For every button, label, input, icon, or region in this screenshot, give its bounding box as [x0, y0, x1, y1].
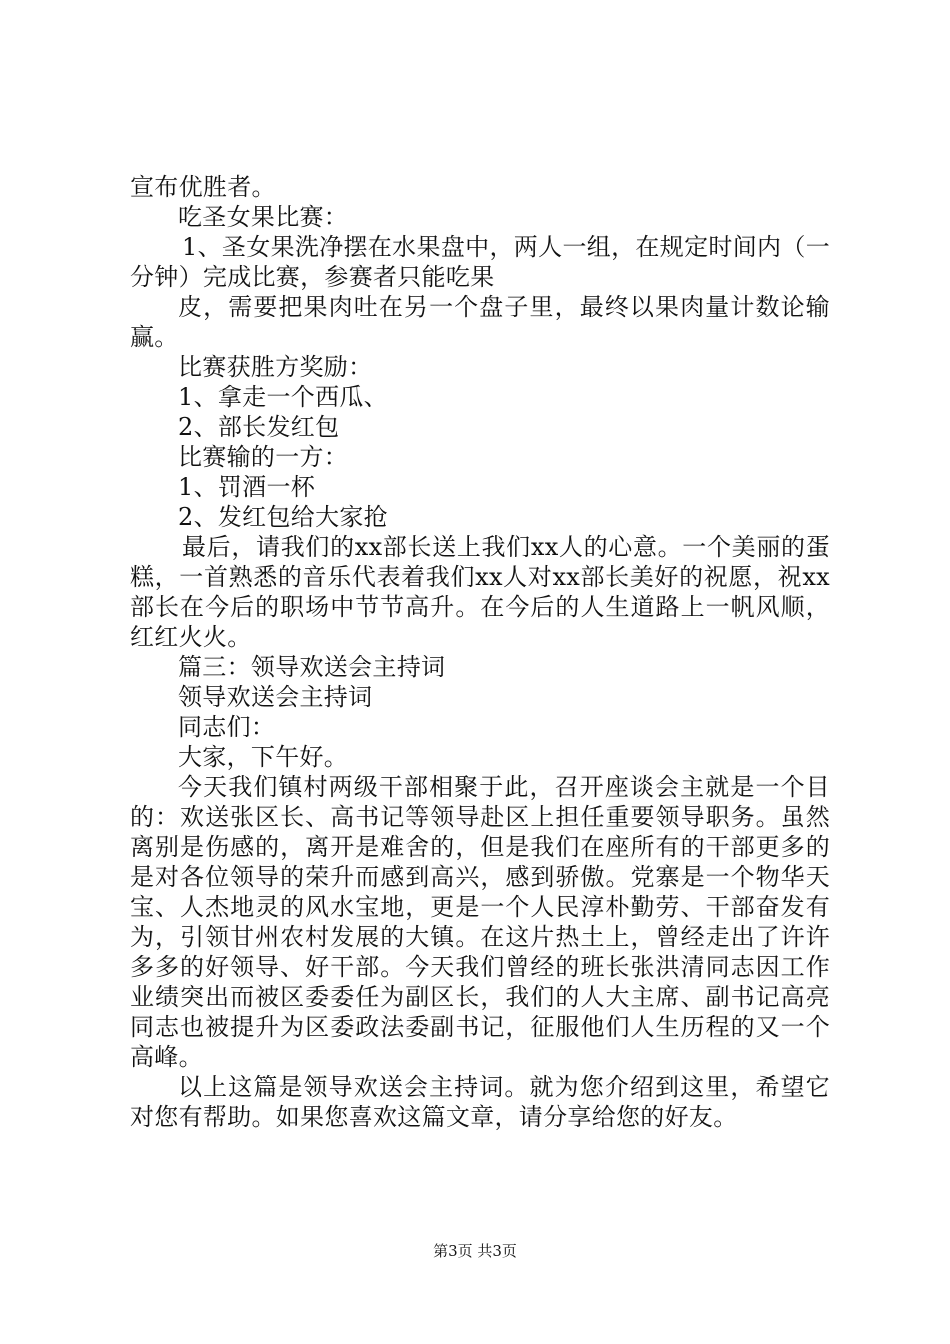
paragraph-tomato-rule-1: 1、圣女果洗净摆在水果盘中，两人一组，在规定时间内（一分钟）完成比赛，参赛者只能吃果	[130, 233, 830, 291]
paragraph-section-three-title: 篇三：领导欢送会主持词	[178, 653, 446, 681]
paragraph-closing-cake: 最后，请我们的xx部长送上我们xx人的心意。一个美丽的蛋糕，一首熟悉的音乐代表着我们xx人对xx部长美好的祝愿，祝xx部长在今后的职场中节节高升。在今后的人生道路上一帆风顺，红红火火。	[130, 533, 830, 651]
paragraph-tomato-contest-heading: 吃圣女果比赛：	[178, 203, 349, 231]
paragraph-winner-reward-1: 1、拿走一个西瓜、	[178, 383, 388, 411]
paragraph-greeting-comrades: 同志们：	[178, 713, 276, 741]
paragraph-loser-heading: 比赛输的一方：	[178, 443, 349, 471]
paragraph-tomato-rule-1-cont: 皮，需要把果肉吐在另一个盘子里，最终以果肉量计数论输赢。	[130, 293, 830, 351]
paragraph-loser-penalty-1: 1、罚酒一杯	[178, 473, 316, 501]
paragraph-loser-penalty-2: 2、发红包给大家抢	[178, 503, 388, 531]
page-footer: 第3页 共3页	[433, 1242, 517, 1260]
document-body	[130, 172, 830, 1132]
paragraph-conclusion: 以上这篇是领导欢送会主持词。就为您介绍到这里，希望它对您有帮助。如果您喜欢这篇文章，请分享给您的好友。	[130, 1073, 830, 1131]
paragraph-winner-reward-2: 2、部长发红包	[178, 413, 340, 441]
paragraph-speech-body: 今天我们镇村两级干部相聚于此，召开座谈会主就是一个目的：欢送张区长、高书记等领导赴区上担任重要领导职务。虽然离别是伤感的，离开是难舍的，但是我们在座所有的干部更多的是对各位领导的荣升而感到高兴，感到骄傲。党寨是一个物华天宝、人杰地灵的风水宝地，更是一个人民淳朴勤劳、干部奋发有为，引领甘州农村发展的大镇。在这片热土上，曾经走出了许许多多的好领导、好干部。今天我们曾经的班长张洪清同志因工作业绩突出而被区委委任为副区长，我们的人大主席、副书记高亮同志也被提升为区委政法委副书记，征服他们人生历程的又一个高峰。	[130, 773, 830, 1071]
paragraph-speech-title: 领导欢送会主持词	[178, 683, 373, 711]
paragraph-winner-reward-heading: 比赛获胜方奖励：	[178, 353, 373, 381]
paragraph-greeting-afternoon: 大家，下午好。	[178, 743, 349, 771]
paragraph-announce-winner: 宣布优胜者。	[130, 173, 276, 201]
